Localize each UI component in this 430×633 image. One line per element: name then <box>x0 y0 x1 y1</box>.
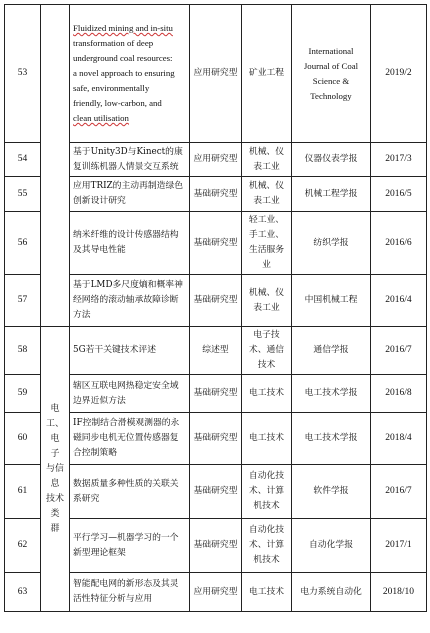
title-line: a novel approach to ensuring <box>73 68 175 78</box>
subject-field: 机械、仪表工业 <box>242 177 292 212</box>
publish-date: 2016/7 <box>371 327 427 375</box>
subject-field: 电子技术、通信技术 <box>242 327 292 375</box>
subject-field: 机械、仪表工业 <box>242 275 292 327</box>
research-type: 基础研究型 <box>190 212 242 275</box>
title-line: transformation of deep <box>73 38 154 48</box>
publish-date: 2016/4 <box>371 275 427 327</box>
paper-title: IF控制结合滑模观测器的永磁同步电机无位置传感器复合控制策略 <box>70 413 190 465</box>
subject-field: 机械、仪表工业 <box>242 143 292 177</box>
journal-name: 电工技术学报 <box>292 413 371 465</box>
row-number: 56 <box>5 212 41 275</box>
subject-field: 自动化技术、计算机技术 <box>242 465 292 519</box>
title-line: underground coal resources: <box>73 53 173 63</box>
row-number: 62 <box>5 519 41 573</box>
row-number: 53 <box>5 5 41 143</box>
publish-date: 2019/2 <box>371 5 427 143</box>
journal-line: Science & <box>312 75 350 86</box>
journal-name: 中国机械工程 <box>292 275 371 327</box>
subject-field: 矿业工程 <box>242 5 292 143</box>
paper-title: 智能配电网的新形态及其灵活性特征分析与应用 <box>70 573 190 612</box>
research-type: 基础研究型 <box>190 465 242 519</box>
publish-date: 2017/3 <box>371 143 427 177</box>
row-number: 57 <box>5 275 41 327</box>
paper-title: 纳米纤维的设计传感器结构及其导电性能 <box>70 212 190 275</box>
row-number: 60 <box>5 413 41 465</box>
paper-title: 基于Unity3D与Kinect的康复训练机器人情景交互系统 <box>70 143 190 177</box>
research-type: 综述型 <box>190 327 242 375</box>
group-label-line: 电工、电 <box>45 403 64 444</box>
paper-title: 辖区互联电网热稳定安全域边界近似方法 <box>70 375 190 413</box>
journal-name <box>292 5 371 143</box>
paper-title: 5G若干关键技术评述 <box>70 327 190 375</box>
title-line: clean utilisation <box>73 113 129 123</box>
category-group-cell-upper <box>41 5 70 327</box>
research-type: 基础研究型 <box>190 375 242 413</box>
research-type: 基础研究型 <box>190 275 242 327</box>
group-label-line: 技术类 <box>45 493 64 519</box>
title-line: safe, environmentally <box>73 83 150 93</box>
paper-title: 基于LMD多尺度熵和概率神经网络的滚动轴承故障诊断方法 <box>70 275 190 327</box>
journal-line: International <box>308 45 354 56</box>
row-number: 61 <box>5 465 41 519</box>
subject-field: 电工技术 <box>242 375 292 413</box>
research-type: 应用研究型 <box>190 5 242 143</box>
publish-date: 2016/7 <box>371 465 427 519</box>
table-row <box>5 327 427 375</box>
research-type: 基础研究型 <box>190 177 242 212</box>
journal-name: 机械工程学报 <box>292 177 371 212</box>
publish-date: 2018/10 <box>371 573 427 612</box>
group-label-line: 群 <box>50 523 60 534</box>
journal-name: 电工技术学报 <box>292 375 371 413</box>
row-number: 54 <box>5 143 41 177</box>
journal-name: 纺织学报 <box>292 212 371 275</box>
row-number: 58 <box>5 327 41 375</box>
paper-title <box>70 5 190 143</box>
journal-line: Technology <box>310 90 352 101</box>
title-line: friendly, low-carbon, and <box>73 98 162 108</box>
publish-date: 2016/8 <box>371 375 427 413</box>
research-type: 应用研究型 <box>190 143 242 177</box>
research-type: 基础研究型 <box>190 519 242 573</box>
subject-field: 自动化技术、计算机技术 <box>242 519 292 573</box>
journal-name: 电力系统自动化 <box>292 573 371 612</box>
paper-title: 数据质量多种性质的关联关系研究 <box>70 465 190 519</box>
journal-line: Journal of Coal <box>303 60 359 71</box>
table-row <box>5 5 427 143</box>
category-group-cell <box>41 327 70 612</box>
journal-name: 自动化学报 <box>292 519 371 573</box>
row-number: 63 <box>5 573 41 612</box>
publish-date: 2018/4 <box>371 413 427 465</box>
journal-name: 通信学报 <box>292 327 371 375</box>
paper-title: 应用TRIZ的主动再制造绿色创新设计研究 <box>70 177 190 212</box>
subject-field: 电工技术 <box>242 573 292 612</box>
papers-table <box>4 4 427 612</box>
journal-name: 仪器仪表学报 <box>292 143 371 177</box>
publish-date: 2016/6 <box>371 212 427 275</box>
journal-name: 软件学报 <box>292 465 371 519</box>
row-number: 59 <box>5 375 41 413</box>
subject-field: 电工技术 <box>242 413 292 465</box>
research-type: 基础研究型 <box>190 413 242 465</box>
group-label-line: 子 <box>50 448 60 459</box>
publish-date: 2017/1 <box>371 519 427 573</box>
paper-title: 平行学习—机器学习的一个新型理论框架 <box>70 519 190 573</box>
row-number: 55 <box>5 177 41 212</box>
group-label-line: 与信息 <box>45 463 64 489</box>
research-type: 应用研究型 <box>190 573 242 612</box>
publish-date: 2016/5 <box>371 177 427 212</box>
title-line: Fluidized mining and in-situ <box>73 23 173 33</box>
subject-field: 轻工业、手工业、生活服务业 <box>242 212 292 275</box>
